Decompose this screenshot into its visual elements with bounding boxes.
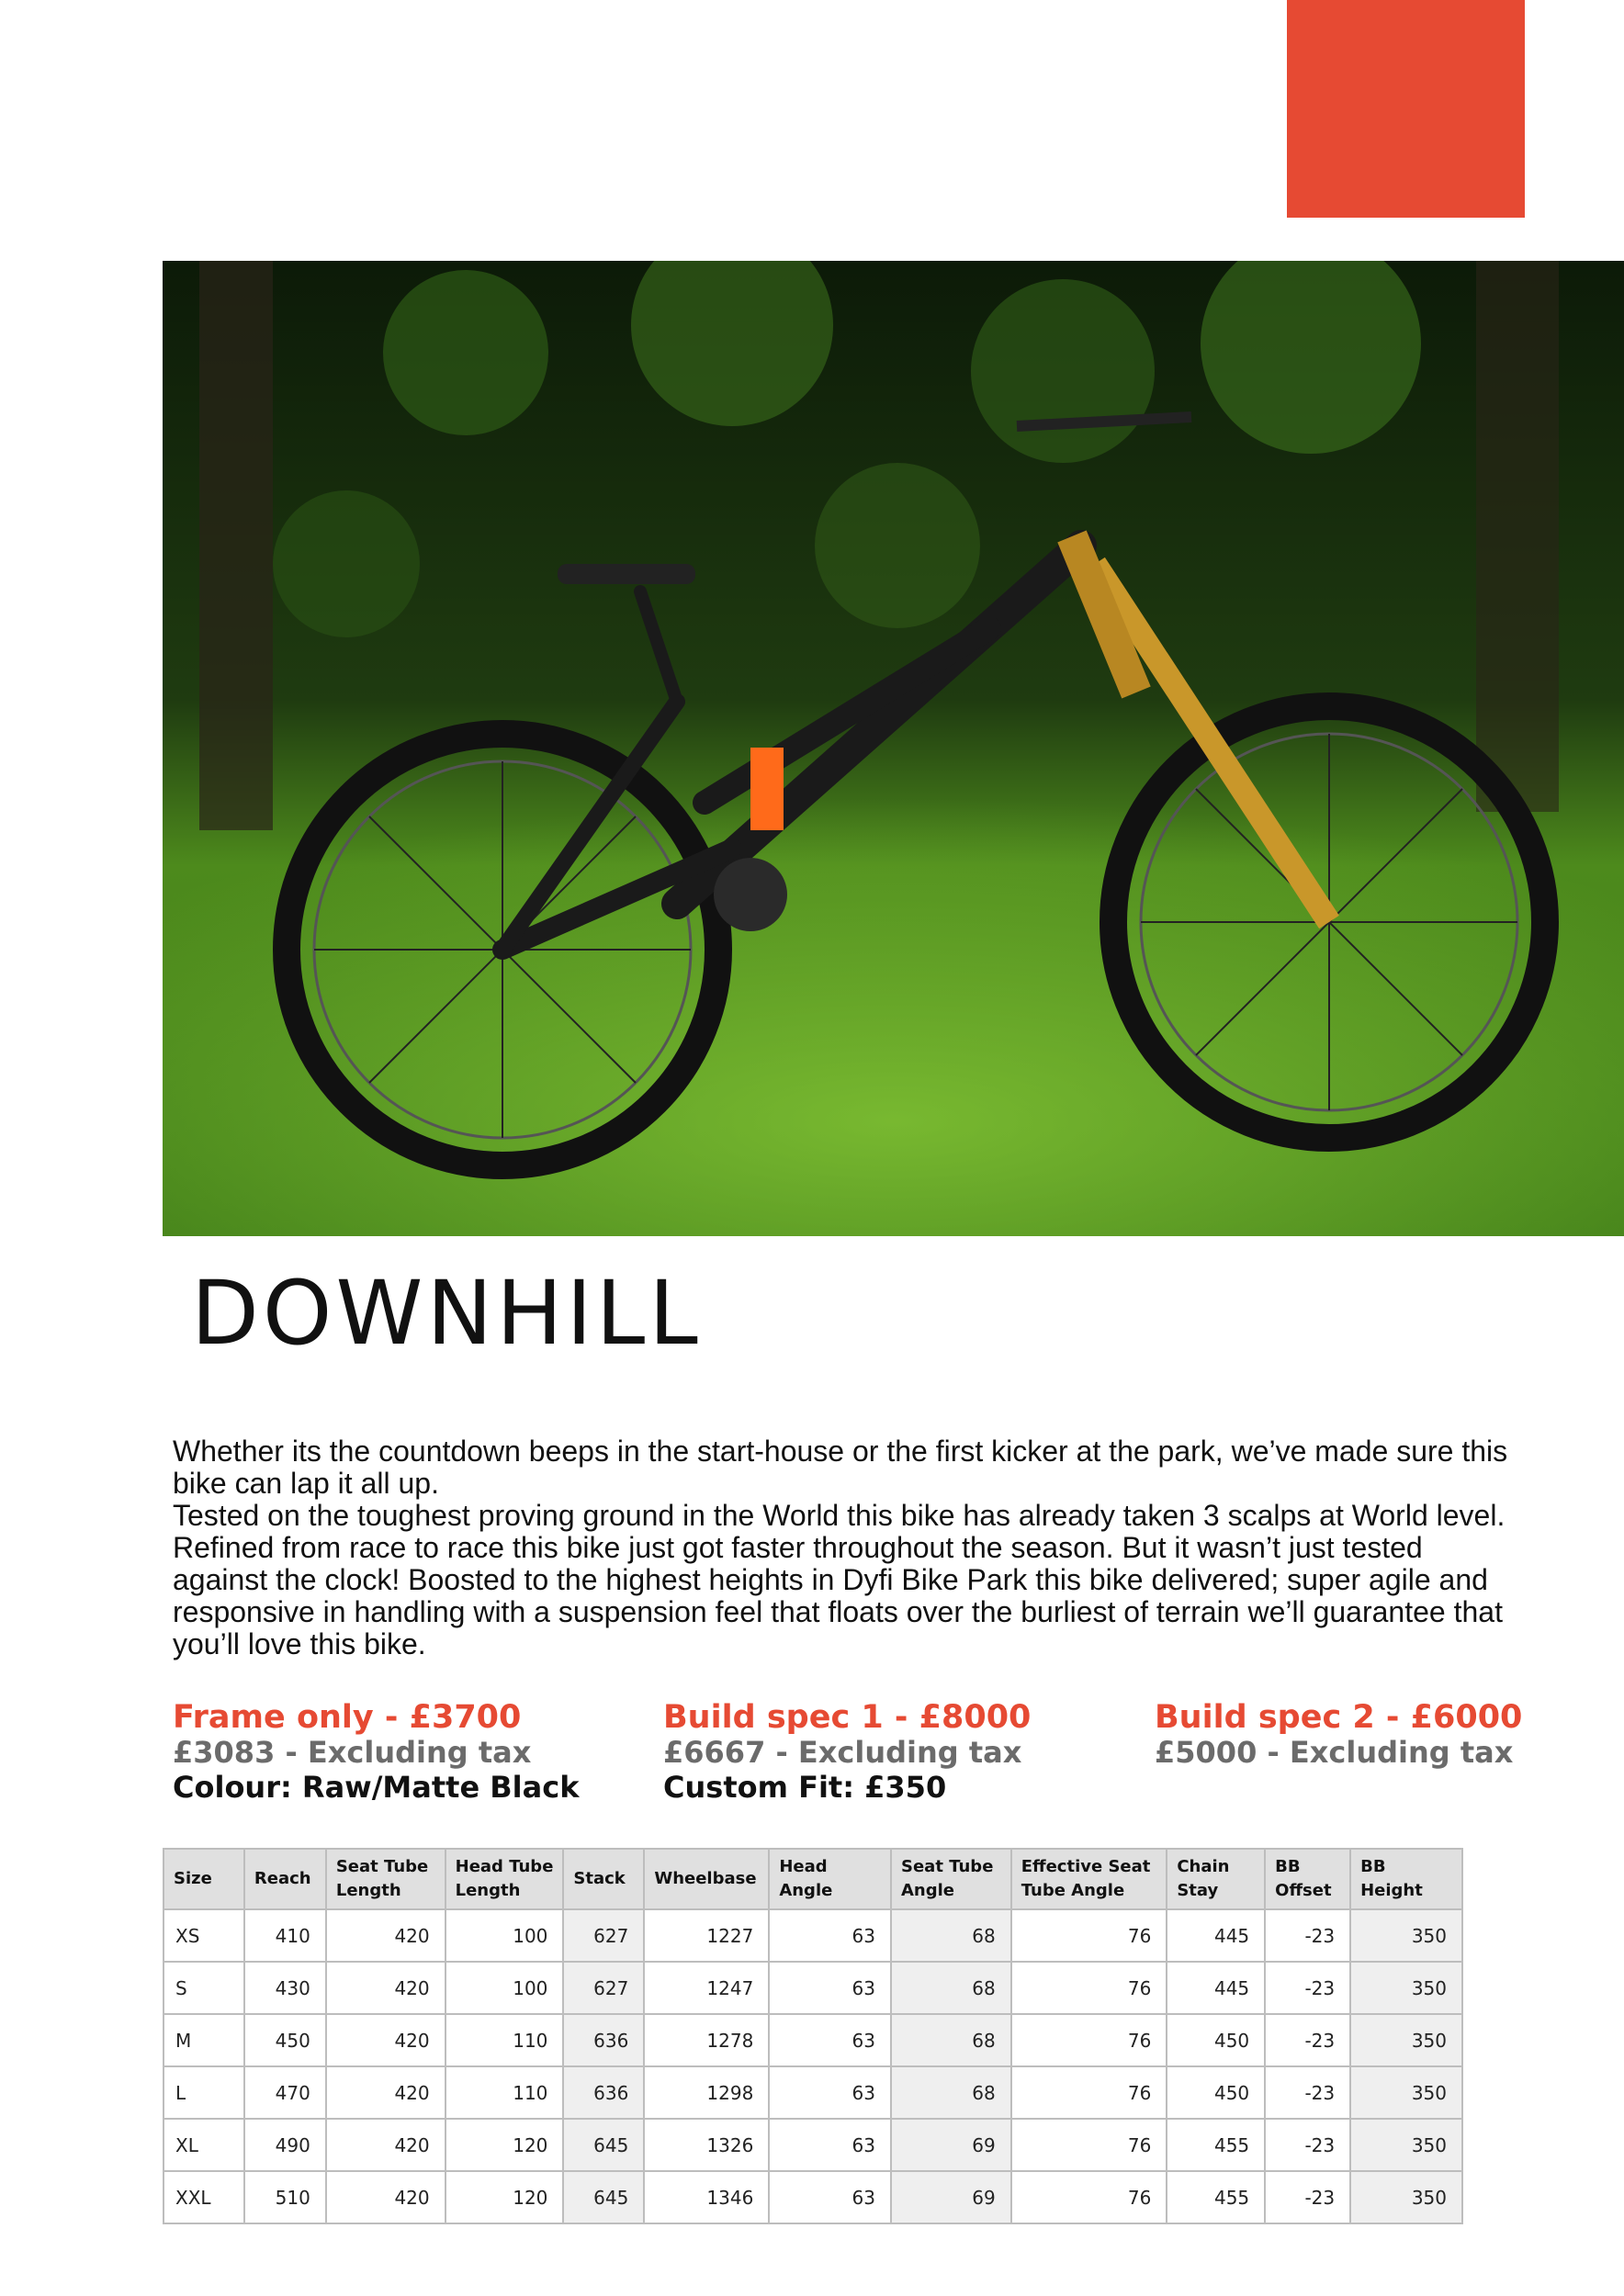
table-cell: 63 [769,2014,891,2066]
table-cell: 76 [1011,1909,1167,1962]
page-title: DOWNHILL [191,1262,702,1365]
column-header: Wheelbase [644,1849,769,1909]
table-cell: 76 [1011,2171,1167,2223]
table-cell: 1247 [644,1962,769,2014]
table-cell: 68 [891,1962,1011,2014]
price-frame-only [173,1700,650,1805]
geometry-header-row [164,1849,1462,1909]
column-header: Head Tube Length [445,1849,564,1909]
table-cell: 636 [563,2066,644,2119]
table-cell: 450 [1167,2066,1265,2119]
table-cell: 63 [769,2171,891,2223]
table-cell: 69 [891,2171,1011,2223]
table-cell: 120 [445,2171,564,2223]
table-cell: -23 [1265,2014,1350,2066]
table-cell: 76 [1011,2014,1167,2066]
table-cell: 636 [563,2014,644,2066]
downhill-bike-image [163,261,1624,1236]
table-cell: 420 [326,2171,445,2223]
table-cell: 420 [326,2066,445,2119]
table-cell: 68 [891,1909,1011,1962]
table-cell: 63 [769,1909,891,1962]
table-cell: 63 [769,2119,891,2171]
geometry-table [163,1848,1463,2224]
price-extra: Custom Fit: £350 [663,1770,947,1805]
table-cell: 430 [244,1962,326,2014]
table-cell: 68 [891,2066,1011,2119]
price-ex-tax: £6667 - Excluding tax [663,1735,1022,1770]
description [173,1435,1523,1660]
column-header: Seat Tube Length [326,1849,445,1909]
price-extra: Colour: Raw/Matte Black [173,1770,580,1805]
column-header: BB Offset [1265,1849,1350,1909]
table-cell: 350 [1350,1962,1462,2014]
table-cell: 1346 [644,2171,769,2223]
table-cell: 420 [326,2119,445,2171]
table-cell: 63 [769,2066,891,2119]
size-cell: L [164,2066,244,2119]
table-cell: 450 [244,2014,326,2066]
table-cell: 470 [244,2066,326,2119]
table-row [164,2014,1462,2066]
table-cell: 350 [1350,2119,1462,2171]
table-cell: 350 [1350,1909,1462,1962]
column-header: Stack [563,1849,644,1909]
size-cell: XXL [164,2171,244,2223]
table-cell: 120 [445,2119,564,2171]
table-cell: 69 [891,2119,1011,2171]
size-cell: XS [164,1909,244,1962]
column-header: Effective Seat Tube Angle [1011,1849,1167,1909]
table-cell: 63 [769,1962,891,2014]
table-cell: 68 [891,2014,1011,2066]
table-cell: 1298 [644,2066,769,2119]
description-paragraph: Whether its the countdown beeps in the start-house or the first kicker at the park, we’ve made sure this bike can lap it all up. [173,1435,1508,1500]
accent-block [1287,0,1525,218]
table-cell: -23 [1265,1909,1350,1962]
table-cell: 450 [1167,2014,1265,2066]
table-cell: 350 [1350,2066,1462,2119]
table-cell: 1278 [644,2014,769,2066]
table-cell: 645 [563,2119,644,2171]
price-build-spec-2 [1155,1700,1624,1770]
table-cell: 1227 [644,1909,769,1962]
price-title: Frame only - £3700 [173,1699,522,1736]
size-cell: S [164,1962,244,2014]
price-ex-tax: £5000 - Excluding tax [1155,1735,1514,1770]
table-cell: 110 [445,2014,564,2066]
table-cell: -23 [1265,2066,1350,2119]
table-row [164,1962,1462,2014]
table-cell: 510 [244,2171,326,2223]
column-header: Head Angle [769,1849,891,1909]
table-row [164,2066,1462,2119]
table-cell: 100 [445,1909,564,1962]
table-cell: 76 [1011,2119,1167,2171]
price-ex-tax: £3083 - Excluding tax [173,1735,532,1770]
column-header: Size [164,1849,244,1909]
table-row [164,2171,1462,2223]
table-cell: 627 [563,1909,644,1962]
table-cell: 100 [445,1962,564,2014]
price-title: Build spec 2 - £6000 [1155,1699,1523,1736]
column-header: Reach [244,1849,326,1909]
table-cell: 627 [563,1962,644,2014]
table-cell: 445 [1167,1962,1265,2014]
table-cell: 76 [1011,2066,1167,2119]
size-cell: M [164,2014,244,2066]
column-header: Chain Stay [1167,1849,1265,1909]
description-paragraph: Tested on the toughest proving ground in the World this bike has already taken 3 scalps at World level. Refined from race to race this bike just got faster throughout the season. But it wasn’t just tested against the clock! Boosted to the highest heights in Dyfi Bike Park this bike delivered; super agile and responsive in handling with a suspension feel that floats over the burliest of terrain we’ll guarantee that you’ll love this bike. [173,1499,1506,1660]
column-header: BB Height [1350,1849,1462,1909]
table-row [164,2119,1462,2171]
table-cell: 420 [326,2014,445,2066]
bike-photo [163,261,1624,1236]
table-cell: 420 [326,1909,445,1962]
table-cell: 110 [445,2066,564,2119]
table-cell: 410 [244,1909,326,1962]
table-cell: 455 [1167,2119,1265,2171]
table-cell: -23 [1265,2171,1350,2223]
table-cell: 420 [326,1962,445,2014]
table-cell: 490 [244,2119,326,2171]
table-cell: 1326 [644,2119,769,2171]
table-cell: 445 [1167,1909,1265,1962]
table-cell: 455 [1167,2171,1265,2223]
column-header: Seat Tube Angle [891,1849,1011,1909]
price-build-spec-1 [663,1700,1141,1805]
table-row [164,1909,1462,1962]
table-cell: -23 [1265,2119,1350,2171]
table-cell: 76 [1011,1962,1167,2014]
size-cell: XL [164,2119,244,2171]
table-cell: 645 [563,2171,644,2223]
price-title: Build spec 1 - £8000 [663,1699,1032,1736]
table-cell: -23 [1265,1962,1350,2014]
geometry-table-body [164,1909,1462,2223]
table-cell: 350 [1350,2014,1462,2066]
table-cell: 350 [1350,2171,1462,2223]
